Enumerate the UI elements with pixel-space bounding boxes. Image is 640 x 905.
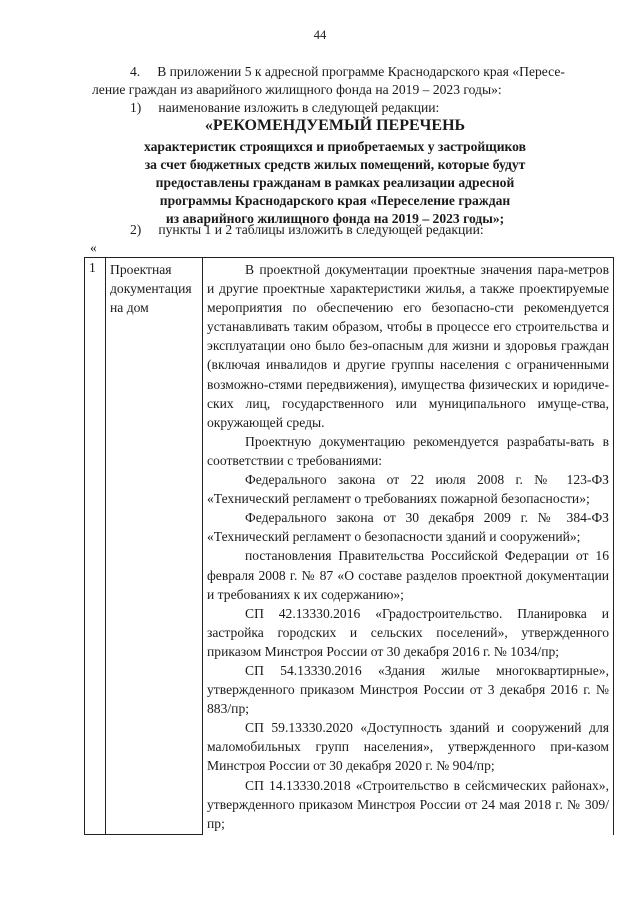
subitem-1-text: 1) наименование изложить в следующей редакции: [130,100,440,115]
heading-line-2: за счет бюджетных средств жилых помещений, которые будут [144,157,526,172]
desc-paragraph: постановления Правительства Российской Федерации от 16 февраля 2008 г. № 87 «О составе разделов проектной документации и требованиях к их содержанию»; [207,548,609,602]
subitem-2-text: 2) пункты 1 и 2 таблицы изложить в следующей редакции: [130,222,484,237]
row-number-cell: 1 [85,258,106,835]
desc-paragraph: Федерального закона от 30 декабря 2009 г. № 384-ФЗ «Технический регламент о безопасности зданий и сооружений»; [207,510,609,545]
requirements-table [84,257,614,835]
desc-paragraph: В проектной документации проектные значения пара-метров и другие проектные характеристики жилья, а также проектируемые мероприятия по обеспечению его безопасно-сти рекомендуется устанавливать таким образом, чтобы в процессе его строительства и эксплуатации оно было без-опасным для жизни и здоровья граждан (включая инвалидов и другие группы населения с ограниченными возможно-стями передвижения), имущества физических и юридиче-ских лиц, государственного или муниципального имуще-ства, окружающей среды. [207,262,609,430]
table-row [85,258,614,835]
heading-title: «РЕКОМЕНДУЕМЫЙ ПЕРЕЧЕНЬ [204,117,466,134]
desc-paragraph: СП 42.13330.2016 «Градостроительство. Планировка и застройка городских и сельских поселений», утвержденного приказом Минстроя России от 30 декабря 2016 г. № 1034/пр; [207,605,609,659]
desc-paragraph: СП 59.13330.2020 «Доступность зданий и сооружений для маломобильных групп населения», утвержденного при-казом Минстроя России от 30 декабря 2020 г. № 904/пр; [207,720,609,774]
desc-paragraph: Проектную документацию рекомендуется разрабаты-вать в соответствии с требованиями: [207,433,609,468]
heading-line-3: предоставлены гражданам в рамках реализации адресной [155,175,515,190]
page-number: 44 [313,28,327,42]
row-description-cell [203,258,614,835]
heading-line-5: из аварийного жилищного фонда на 2019 – 2023 годы»; [165,211,505,226]
heading-line-4: программы Краснодарского края «Переселение граждан [159,193,511,208]
heading-line-1: характеристик строящихся и приобретаемых у застройщиков [144,139,526,154]
desc-paragraph: СП 54.13330.2016 «Здания жилые многоквартирные», утвержденного приказом Минстроя России от 3 декабря 2016 г. № 883/пр; [207,662,609,717]
desc-paragraph: СП 14.13330.2018 «Строительство в сейсмических районах», утвержденного приказом Минстроя России от 24 мая 2018 г. № 309/пр; [207,777,609,831]
row-name-cell: Проектная документация на дом [106,258,203,835]
item-4-text: 4. В приложении 5 к адресной программе Краснодарского края «Пересе- [130,64,565,79]
opening-quote: « [90,240,97,255]
desc-paragraph: Федерального закона от 22 июля 2008 г. № 123-ФЗ «Технический регламент о требованиях пожарной безопасности»; [207,472,609,507]
item-4-continuation: ление граждан из аварийного жилищного фонда на 2019 – 2023 годы»: [92,82,502,97]
